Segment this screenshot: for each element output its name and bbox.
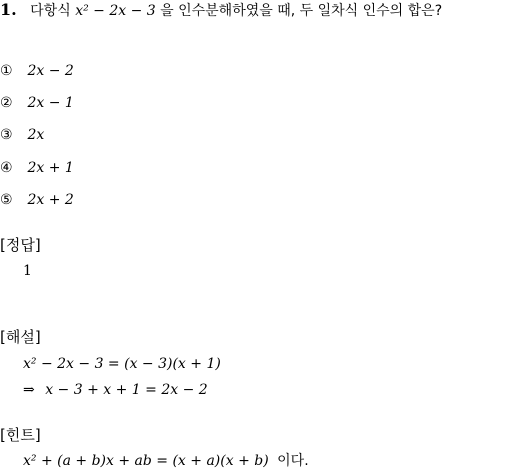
choice-1-text: 2x − 2 <box>27 63 74 79</box>
choice-5-marker: ⑤ <box>0 192 13 208</box>
question-number: 1. <box>0 0 17 19</box>
hint-suffix: 이다. <box>277 453 309 469</box>
choice-1-marker: ① <box>0 63 13 79</box>
implies-arrow: ⇒ <box>23 382 35 398</box>
explanation-line-1: x² − 2x − 3 = (x − 3)(x + 1) <box>23 356 221 372</box>
choice-4-text: 2x + 1 <box>27 160 74 176</box>
choice-2[interactable] <box>0 96 74 110</box>
hint-formula: x² + (a + b)x + ab = (x + a)(x + b) <box>23 453 269 469</box>
choice-3-marker: ③ <box>0 127 13 143</box>
answer-value: 1 <box>23 263 32 279</box>
choice-3-text: 2x <box>27 127 45 143</box>
explanation-line-2-text: x − 3 + x + 1 = 2x − 2 <box>45 382 208 398</box>
choice-3[interactable] <box>0 128 44 142</box>
choice-1[interactable] <box>0 64 74 78</box>
choice-5[interactable] <box>0 193 74 207</box>
question-text-before: 다항식 <box>30 3 71 19</box>
explanation-label: [해설] <box>0 328 41 346</box>
choice-2-marker: ② <box>0 95 13 111</box>
hint-label: [힌트] <box>0 426 41 444</box>
question-line <box>0 2 442 18</box>
choice-2-text: 2x − 1 <box>27 95 74 111</box>
choice-4-marker: ④ <box>0 160 13 176</box>
explanation-line-2 <box>23 383 208 397</box>
question-text-after: 을 인수분해하였을 때, 두 일차식 인수의 합은? <box>160 3 443 19</box>
question-expression: x² − 2x − 3 <box>75 3 156 19</box>
answer-label: [정답] <box>0 236 41 254</box>
hint-line <box>23 454 309 468</box>
choice-5-text: 2x + 2 <box>27 192 74 208</box>
choice-4[interactable] <box>0 161 74 175</box>
